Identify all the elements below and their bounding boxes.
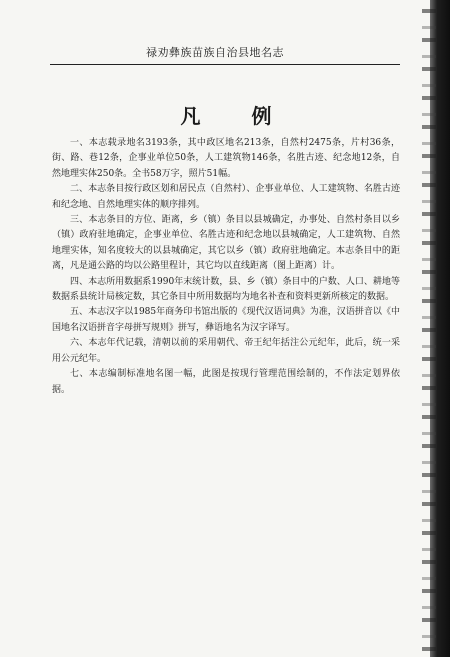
- paragraph: 四、本志所用数据系1990年末统计数，县、乡（镇）条目中的户数、人口、耕地等数据系县统计局核定数，其它条目中所用数据均为地名补查和资料更新所核定的数据。: [52, 276, 400, 303]
- paragraph: 二、本志条目按行政区划和居民点（自然村）、企事业单位、人工建筑物、名胜古迹和纪念地、自然地理实体的顺序排列。: [52, 184, 400, 210]
- header-rule: [50, 64, 400, 65]
- paragraph: 五、本志汉字以1985年商务印书馆出版的《现代汉语词典》为准，汉语拼音以《中国地名汉语拼音字母拼写规则》拼写，彝语地名为汉字译写。: [52, 307, 400, 333]
- paragraph: 三、本志条目的方位、距离，乡（镇）条目以县城确定，办事处、自然村条目以乡（镇）政府驻地确定，企事业单位、名胜古迹和纪念地以县城确定，人工建筑物、自然地理实体，知名度较大的以县城确定，其它以乡（镇）政府驻地确定。本志条目中的距离，凡是通公路的均以公路里程计，其它均以直线距离（图上距离）计。: [52, 215, 400, 272]
- paragraph: 六、本志年代记载，清朝以前的采用朝代、帝王纪年括注公元纪年，此后，统一采用公元纪年。: [52, 338, 400, 364]
- paragraph: 七、本志编制标准地名图一幅，此图是按现行管理范围绘制的，不作法定划界依据。: [52, 369, 400, 395]
- running-header: 禄劝彝族苗族自治县地名志: [146, 46, 284, 59]
- paragraph: 一、本志载录地名3193条，其中政区地名213条，自然村2475条，片村36条，街、路、巷12条，企事业单位50条，人工建筑物146条，名胜古迹、纪念地12条，自然地理实体250条。全书58万字，照片51幅。: [52, 138, 400, 179]
- scan-edge-noise: [422, 0, 436, 657]
- body-text: [52, 136, 400, 398]
- page-title: 凡 例: [180, 104, 294, 128]
